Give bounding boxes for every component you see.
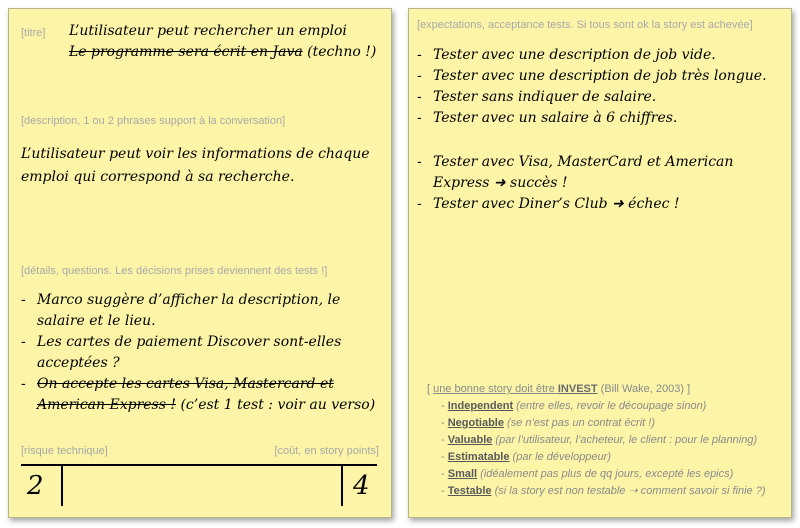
invest-item: - Small (idéalement pas plus de qq jours, excepté les epics) bbox=[441, 468, 734, 480]
invest-item: - Estimatable (par le développeur) bbox=[441, 451, 611, 463]
test-item: - Tester avec une description de job très longue. bbox=[417, 66, 783, 87]
cost-divider bbox=[341, 464, 343, 506]
description-label: [description, 1 ou 2 phrases support à la conversation] bbox=[21, 115, 286, 127]
invest-reminder bbox=[427, 381, 787, 500]
invest-item: - Negotiable (se n’est pas un contrat écrit !) bbox=[441, 417, 655, 429]
title-line: L’utilisateur peut rechercher un emploi bbox=[69, 23, 347, 39]
test-item: - Tester avec Visa, MasterCard et American Express ➜ succès ! bbox=[417, 152, 783, 194]
test-item: - Tester avec une description de job vide. bbox=[417, 45, 783, 66]
title-line-tech bbox=[69, 42, 387, 63]
tests-label: [expectations, acceptance tests. Si tous sont ok la story est achevée] bbox=[417, 19, 753, 31]
story-title bbox=[69, 21, 387, 63]
risk-label: [risque technique] bbox=[21, 445, 108, 457]
detail-item: - On accepte les cartes Visa, Mastercard et American Express ! (c’est 1 test : voir au verso) bbox=[21, 374, 381, 416]
tests-list bbox=[417, 45, 783, 129]
risk-value: 2 bbox=[27, 471, 44, 501]
test-item: - Tester sans indiquer de salaire. bbox=[417, 87, 783, 108]
detail-item: - Marco suggère d’afficher la description, le salaire et le lieu. bbox=[21, 290, 381, 332]
story-card-back bbox=[408, 8, 792, 518]
title-note: (techno !) bbox=[302, 44, 377, 60]
details-label: [détails, questions. Les décisions prises deviennent des tests !] bbox=[21, 265, 328, 277]
test-item: - Tester avec un salaire à 6 chiffres. bbox=[417, 108, 783, 129]
details-list bbox=[21, 290, 381, 416]
invest-item: - Valuable (par l’utilisateur, l’acheteur, le client : pour le planning) bbox=[441, 434, 758, 446]
bottom-rule bbox=[21, 464, 377, 466]
story-description: L’utilisateur peut voir les informations de chaque emploi qui correspond à sa recherche. bbox=[21, 146, 370, 185]
detail-item: - Les cartes de paiement Discover sont-elles acceptées ? bbox=[21, 332, 381, 374]
payment-tests-list bbox=[417, 152, 783, 215]
invest-item: - Independent (entre elles, revoir le découpage sinon) bbox=[441, 400, 707, 412]
test-item: - Tester avec Diner’s Club ➜ échec ! bbox=[417, 194, 783, 215]
title-label: [titre] bbox=[21, 27, 46, 39]
invest-heading: [ une bonne story doit être INVEST (Bill Wake, 2003) ] bbox=[427, 383, 691, 395]
struck-text: Le programme sera écrit en Java bbox=[69, 44, 303, 60]
cost-label: [coût, en story points] bbox=[274, 445, 379, 457]
risk-divider bbox=[61, 464, 63, 506]
cost-value: 4 bbox=[353, 471, 370, 501]
story-card-front bbox=[8, 8, 392, 518]
invest-item: - Testable (si la story est non testable ➝ comment savoir si finie ?) bbox=[441, 485, 766, 497]
